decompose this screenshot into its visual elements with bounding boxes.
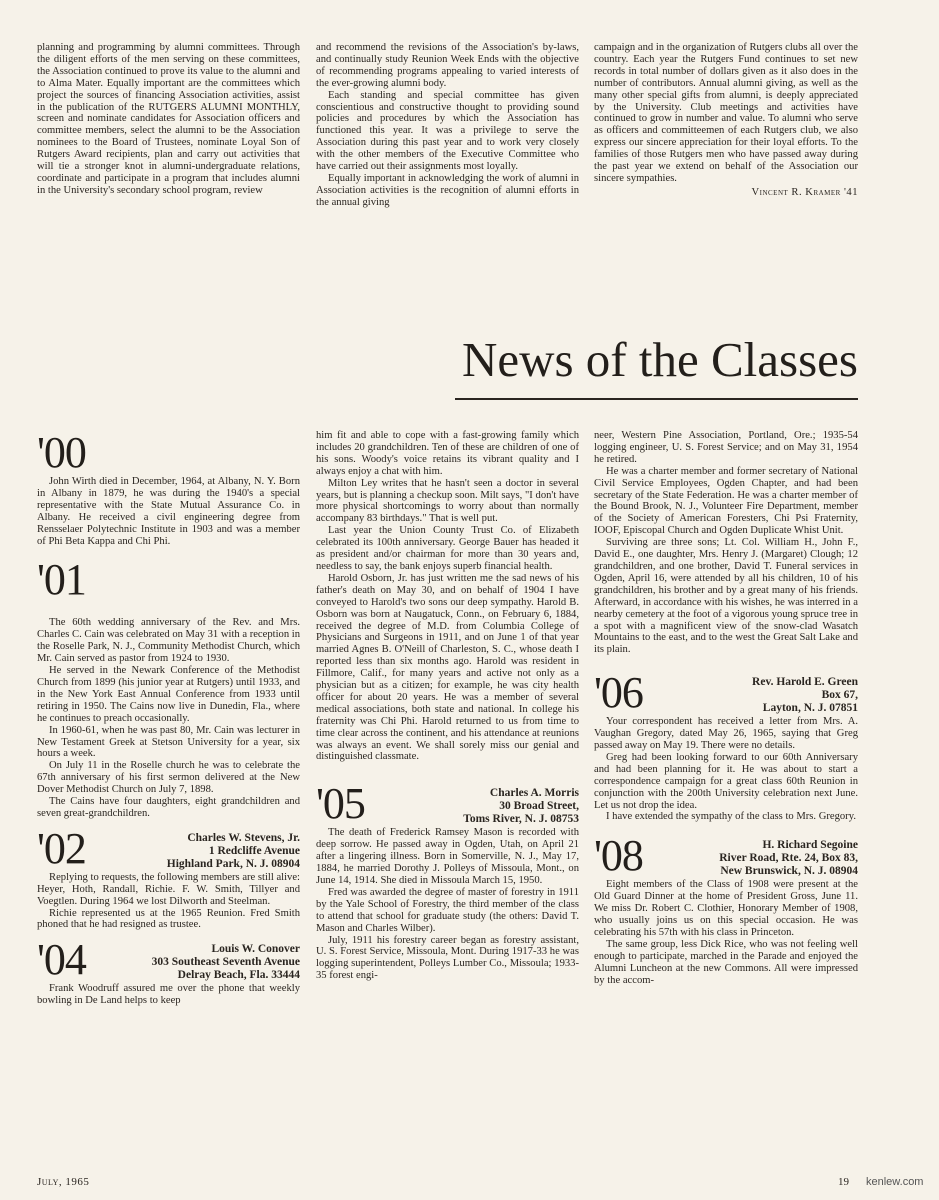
paragraph: I have extended the sympathy of the class to Mrs. Gregory. [606,811,856,823]
class-year: '01 [37,555,86,605]
correspondent-name: Rev. Harold E. Green [752,676,858,689]
address-line: Toms River, N. J. 08753 [463,813,579,826]
correspondent-name: Charles W. Stevens, Jr. [187,831,300,844]
top-column-1 [37,42,300,197]
address-line: Box 67, [821,689,858,702]
paragraph: Each standing and special committee has given conscientious and constructive thought to providing sound policies and procedures by which the Association has functioned this year. It was a privilege to serve the Association during this past year and to work very closely with the other members of the Executive Committee who have carried out their assignments most loyally. [316,89,579,173]
top-column-3 [594,42,858,199]
correspondent-address [365,781,579,826]
paragraph: him fit and able to cope with a fast-growing family which includes 20 grandchildren. Ten of these are children of one of his sons. Woody's voice retains its vibrant quality and I always enjoy a chat with him. [316,430,579,477]
paragraph: Greg had been looking forward to our 60th Anniversary and had been planning for it. He was about to start a correspondence campaign for a great class 60th Reunion in conjunction with the 200th University celebration next June. Let us not drop the idea. [594,751,858,811]
news-column-2 [316,430,579,982]
paragraph: On July 11 in the Roselle church he was to celebrate the 67th anniversary of his first sermon delivered at the New Dover Methodist Church on July 7, 1898. [37,760,300,796]
top-column-2 [316,42,579,209]
paragraph: The Cains have four daughters, eight grandchildren and seven great-grandchildren. [37,796,300,819]
paragraph: Harold Osborn, Jr. has just written me the sad news of his father's death on May 30, and on behalf of 1904 I have conveyed to Harold's two sons our deep sympathy. Harold B. Osborn was born at Naugatuck, Conn., on February 6, 1884, received the degree of M.D. from Columbia College of Physicians and Surgeons in 1911, and on June 1 of that year married Agnes B. O'Neill of Charleston, S. C., whose death I reported less than six months ago. Harold was resident in Fillmore, Calif., for many years and active not only as a physician but as a citizen; for example, he was city health officer for about 20 years. He was a member of several medical associations, both state and national. In college his fraternity was Chi Phi. Harold returned to us from time to time clear across the continent, and his attendance at reunions was always an event. We shall sorely miss our genial and distinguished classmate. [316,572,579,763]
correspondent-address [643,670,858,715]
paragraph: Fred was awarded the degree of master of forestry in 1911 by the Yale School of Forestry, the third member of the class to attend that school for graduate study (the others: David T. Mason and Charles Wilber). [316,886,579,934]
paragraph: Surviving are three sons; Lt. Col. William H., John F., David E., one daughter, Mrs. Henry J. (Margaret) Clough; 12 grandchildren, and one brother, David T. Funeral services in Ogden, April 16, were attended by all his children, 10 of his grandchildren, his brother and by a great many of his friends. Afterward, in accordance with his wishes, he was interred in a nearby cemetery at the foot of a vigorous young spruce tree in a spot with a magnificent view of the snow-clad Wasatch Mountains to the east, and to the west the Great Salt Lake and its plain. [594,537,858,656]
address-line: 1 Redcliffe Avenue [208,844,300,857]
watermark: kenlew.com [866,1176,924,1188]
class-1901 [37,557,300,819]
class-year: '05 [316,779,365,829]
class-year: '08 [594,831,643,881]
paragraph: Frank Woodruff assured me over the phone that weekly bowling in De Land helps to keep [37,983,300,1007]
paragraph: The 60th wedding anniversary of the Rev. and Mrs. Charles C. Cain was celebrated on May 31 with a reception in the Roselle Park, N. J., Community Methodist Church, which Mr. Cain served as pastor from 1924 to 1930. [37,617,301,665]
paragraph: The death of Frederick Ramsey Mason is recorded with deep sorrow. He passed away in Ogden, Utah, on April 21 after a lingering illness. Born in Somerville, N. J., May 17, 1884, he married Dorothy J. Polleys of Missoula, Mont., on June 14, 1914. She died in Missoula March 15, 1950. [316,827,579,886]
news-column-3 [594,430,858,987]
correspondent-address [86,937,300,982]
paragraph: Last year the Union County Trust Co. of Elizabeth celebrated its 100th anniversary. George Bauer has headed it as president and/or chairman for more than 30 years and, needless to say, the bank enjoys superb financial health. [316,525,579,572]
paragraph: neer, Western Pine Association, Portland, Ore.; 1935-54 logging engineer, U. S. Forest Service; and on May 31, 1954 he retired. [594,430,858,465]
class-year: '00 [37,428,86,477]
address-line: New Brunswick, N. J. 08904 [720,865,858,878]
address-line: 303 Southeast Seventh Avenue [151,956,300,969]
paragraph: He was a charter member and former secretary of National Civil Service Employees, Ogden Chapter, and had been secretary of the State Federation. He was a charter member of the Bound Brook, N. J., Volunteer Fire Department, member of the Society of American Foresters, Chi Psi Fraternity, IOOF, Episcopal Church and Ogden Duplicate Whist Unit. [594,465,858,537]
address-line: Highland Park, N. J. 08904 [166,857,300,870]
address-line: 30 Broad Street, [499,800,579,813]
class-year: '04 [37,935,86,985]
correspondent-address [643,833,858,878]
class-1904 [37,937,300,1007]
news-column-1 [37,430,300,1007]
correspondent-name: Charles A. Morris [489,787,579,800]
class-year: '02 [37,823,86,873]
paragraph: Milton Ley writes that he hasn't seen a doctor in several years, but is planning a checkup soon. Milt says, "I don't have more physical shortcomings to worry about than normally accompany 83 birthdays." That is well put. [316,477,579,525]
paragraph: and recommend the revisions of the Association's by-laws, and continually study Reunion Week Ends with the objective of recommending programs appealing to varied interests of the ever-growing alumni body. [316,42,579,89]
paragraph: Richie represented us at the 1965 Reunion. Fred Smith phoned that he had resigned as trustee. [37,907,300,931]
paragraph: Replying to requests, the following members are still alive: Heyer, Hoth, Randall, Richie. F. W. Smith, Tillyer and Voegtlen. During 1964 we lost Dilworth and Steelman. [37,871,300,907]
correspondent-name: H. Richard Segoine [762,839,858,852]
paragraph: planning and programming by alumni committees. Through the diligent efforts of the men serving on these committees, the Association continued to prove its value to the alumni and to Alma Mater. Equally important are the committees which project the sources of financing Association activities, assist in the publication of the RUTGERS ALUMNI MONTHLY, screen and nominate candidates for Association officers and committee members, select the alumni to be the Association nominees to the Board of Trustees, nominate Loyal Son of Rutgers Award recipients, plan and carry out activities that will tie a stronger knot in alumni-undergraduate relations, coordinate and participate in a program that includes alumni in the University's secondary school program, review [37,42,300,196]
paragraph: Eight members of the Class of 1908 were present at the Old Guard Dinner at the home of President Gross, June 11. We miss Dr. Robert C. Clothier, Honorary Member of 1908, who usually joins us on this special occasion. He was celebrating his 57th with his class in Princeton. [594,879,858,938]
section-title: News of the Classes [461,332,858,387]
correspondent-address [86,826,300,871]
class-1900 [37,430,300,547]
correspondent-name: Louis W. Conover [211,943,300,956]
paragraph: Equally important in acknowledging the work of alumni in Association activities is the recognition of alumni efforts in the annual giving [316,172,579,208]
address-line: Delray Beach, Fla. 33444 [177,969,300,982]
paragraph: Your correspondent has received a letter from Mrs. A. Vaughan Gregory, dated May 26, 1965, saying that Greg passed away on May 19. There were no details. [594,716,858,752]
class-1902 [37,823,300,932]
address-line: River Road, Rte. 24, Box 83, [719,852,858,865]
paragraph: John Wirth died in December, 1964, at Albany, N. Y. Born in Albany in 1879, he was during the 1940's a special representative with the State Mutual Assurance Co. in Albany. He received a civil engineering degree from Rensselaer Polytechnic Institute in 1903 and was a member of Phi Beta Kappa and Chi Phi. [37,476,300,547]
paragraph: He served in the Newark Conference of the Methodist Church from 1899 (his junior year at Rutgers) until 1933, and in the New York East Annual Conference from 1933 until retiring in 1950. The Cains now live in Dunedin, Fla., where he continues to preach occasionally. [37,665,300,724]
class-year: '06 [594,668,643,718]
paragraph: July, 1911 his forestry career began as forestry assistant, U. S. Forest Service, Missoula, Mont. During 1917-33 he was logging superintendent, Polleys Lumber Co., Missoula; 1933-35 forest engi- [316,934,579,982]
paragraph: The same group, less Dick Rice, who was not feeling well enough to participate, marched in the Parade and enjoyed the Alumni Luncheon at the new Commons. All were impressed by the accom- [594,938,858,986]
address-line: Layton, N. J. 07851 [762,702,858,715]
title-rule [455,398,858,400]
author-signature: Vincent R. Kramer '41 [751,186,858,198]
issue-date: July, 1965 [37,1176,90,1188]
page-number: 19 [838,1176,849,1188]
class-1905 [316,781,579,982]
class-1908 [594,833,858,986]
paragraph: campaign and in the organization of Rutgers clubs all over the country. Each year the Rutgers Fund continues to set new records in total number of dollars given as it also does in the number of contributors. Annual alumni giving, as well as the many other special gifts from alumni, is deeply appreciated by the University. Club meetings and activities have continued to grow in number and value. To alumni who serve as officers and committeemen of each Rutgers club, we also express our sincere appreciation for their loyal efforts. To the families of those Rutgers men who have passed away during the past year we extend on behalf of the Association our sincere sympathies. [594,42,858,184]
class-1906 [594,670,858,823]
paragraph: In 1960-61, when he was past 80, Mr. Cain was lecturer in New Testament Greek at Stetson University for a year, six hours a week. [37,724,300,760]
